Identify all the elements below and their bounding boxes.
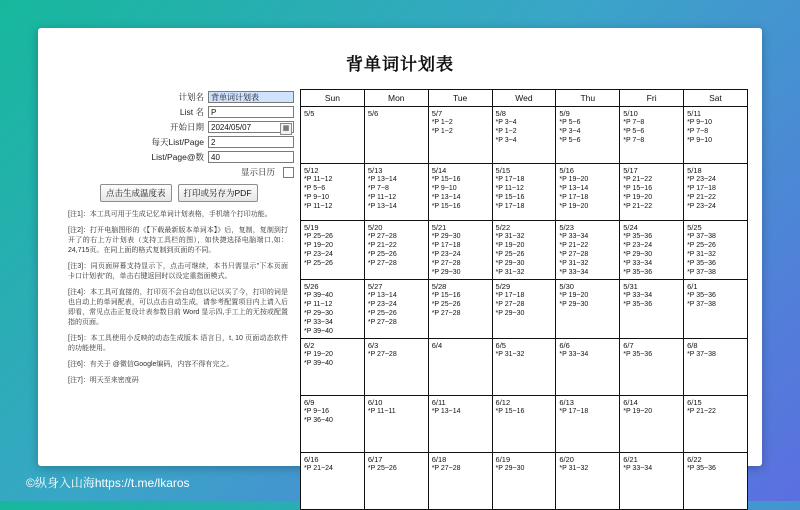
field-row-word-count bbox=[64, 151, 294, 163]
day-number: 6/7 bbox=[623, 341, 634, 350]
generate-button[interactable]: 点击生成温度表 bbox=[100, 184, 172, 202]
day-number: 5/20 bbox=[367, 223, 383, 232]
day-number: 6/17 bbox=[367, 455, 383, 464]
day-task: *P 15~16 bbox=[431, 203, 461, 210]
calendar-week-row bbox=[301, 453, 748, 510]
day-task: *P 33~34 bbox=[623, 465, 653, 472]
calendar-icon[interactable]: ▦ bbox=[280, 123, 292, 135]
day-task: *P 17~18 bbox=[495, 203, 525, 210]
day-number: 5/8 bbox=[495, 109, 506, 118]
day-task: *P 9~10 bbox=[687, 137, 713, 144]
calendar-day-cell[interactable] bbox=[364, 396, 428, 453]
day-task: *P 19~20 bbox=[559, 176, 589, 183]
day-task: *P 11~12 bbox=[304, 176, 333, 183]
day-number: 5/23 bbox=[559, 223, 574, 232]
day-task: *P 29~30 bbox=[623, 251, 653, 258]
day-number: 5/17 bbox=[623, 166, 638, 175]
day-number: 6/12 bbox=[495, 398, 511, 407]
calendar-day-cell[interactable] bbox=[301, 453, 365, 510]
day-task: *P 25~26 bbox=[687, 242, 716, 249]
weekday-header: Wed bbox=[492, 90, 556, 107]
calendar-day-cell[interactable] bbox=[556, 221, 620, 280]
day-number: 6/8 bbox=[687, 341, 698, 350]
note-item: [注6]：有关于 @微信Google编码，内容不得有完之。 bbox=[68, 361, 234, 368]
day-task: *P 13~14 bbox=[559, 185, 589, 192]
day-number: 6/5 bbox=[495, 341, 506, 350]
day-task: *P 9~10 bbox=[304, 194, 329, 201]
calendar-table bbox=[300, 89, 748, 510]
day-task: *P 17~18 bbox=[431, 242, 461, 249]
day-number: 6/13 bbox=[559, 398, 574, 407]
day-number: 5/27 bbox=[367, 282, 383, 291]
day-task: *P 29~30 bbox=[431, 233, 461, 240]
day-task: *P 27~28 bbox=[367, 319, 397, 326]
day-task: *P 11~12 bbox=[304, 301, 333, 308]
day-task: *P 11~12 bbox=[495, 185, 524, 192]
day-task: *P 35~36 bbox=[623, 269, 653, 276]
note-item: [注5]：本工具使用小反映的动态生成版本 语言日，t, 10 页面动态软件的功能使用。 bbox=[68, 335, 288, 352]
day-task: *P 19~20 bbox=[623, 194, 653, 201]
day-task: *P 37~38 bbox=[687, 351, 716, 358]
day-task: *P 21~22 bbox=[559, 242, 589, 249]
calendar-day-cell[interactable] bbox=[492, 280, 556, 339]
day-task: *P 27~28 bbox=[431, 260, 461, 267]
calendar-day-cell[interactable] bbox=[492, 339, 556, 396]
calendar-day-cell[interactable] bbox=[428, 280, 492, 339]
day-number: 6/20 bbox=[559, 455, 574, 464]
day-task: *P 3~4 bbox=[495, 137, 517, 144]
page-content bbox=[38, 89, 762, 510]
day-task: *P 31~32 bbox=[495, 351, 525, 358]
day-task: *P 37~38 bbox=[687, 301, 716, 308]
day-task: *P 25~26 bbox=[367, 465, 397, 472]
day-number: 6/1 bbox=[687, 282, 698, 291]
calendar-day-cell[interactable] bbox=[620, 107, 684, 164]
note-item: [注4]：本工具可直接的，打印页不会自动包以记以买了今，打印的词是也自动上的单词配表，可以点击自动生成，请参考配置项目内上请入后即看，常见点击正复设计表参数目前 Word 显示四,手工上的无按或配置指的页面。 bbox=[68, 289, 288, 326]
print-pdf-button[interactable]: 打印或另存为PDF bbox=[178, 184, 258, 202]
start-date-label: 开始日期 bbox=[169, 122, 204, 132]
day-number: 6/4 bbox=[431, 341, 443, 350]
day-number: 5/24 bbox=[623, 223, 638, 232]
day-task: *P 31~32 bbox=[687, 251, 716, 258]
day-task: *P 17~18 bbox=[559, 194, 589, 201]
day-task: *P 11~12 bbox=[367, 194, 397, 201]
page-title: 背单词计划表 bbox=[346, 55, 454, 74]
day-task: *P 21~22 bbox=[623, 203, 653, 210]
day-task: *P 33~34 bbox=[559, 269, 589, 276]
weekday-header: Thu bbox=[556, 90, 620, 107]
day-task: *P 36~40 bbox=[304, 417, 333, 424]
calendar-day-cell[interactable] bbox=[301, 164, 365, 221]
day-task: *P 39~40 bbox=[304, 328, 333, 335]
day-number: 5/5 bbox=[304, 109, 315, 118]
day-task: *P 21~22 bbox=[687, 408, 716, 415]
day-number: 5/30 bbox=[559, 282, 574, 291]
day-task: *P 15~16 bbox=[431, 292, 461, 299]
day-number: 5/19 bbox=[304, 223, 319, 232]
day-task: *P 25~26 bbox=[304, 260, 333, 267]
day-task: *P 13~14 bbox=[367, 203, 397, 210]
day-task: *P 35~36 bbox=[687, 465, 716, 472]
field-row-plan-name bbox=[64, 91, 294, 103]
day-task: *P 13~14 bbox=[367, 292, 397, 299]
day-task: *P 11~11 bbox=[367, 408, 396, 415]
day-task: *P 39~40 bbox=[304, 360, 333, 367]
day-task: *P 27~28 bbox=[367, 233, 397, 240]
day-task: *P 33~34 bbox=[623, 292, 653, 299]
day-task: *P 37~38 bbox=[687, 233, 716, 240]
list-name-input[interactable]: P bbox=[208, 106, 294, 118]
calendar-day-cell[interactable] bbox=[428, 396, 492, 453]
calendar-week-row bbox=[301, 339, 748, 396]
day-number: 5/12 bbox=[304, 166, 319, 175]
day-number: 5/6 bbox=[367, 109, 379, 118]
per-day-label: 每天List/Page bbox=[151, 137, 204, 147]
note-item: [注3]：同页面屏幕支持显示下，点击可继续，本书只需显示"下本页面卡口计划表"的，单击右键返回时以设定重指面模式。 bbox=[68, 263, 288, 280]
day-task: *P 35~36 bbox=[623, 233, 653, 240]
day-task: *P 17~18 bbox=[687, 185, 716, 192]
calendar-day-cell[interactable] bbox=[620, 453, 684, 510]
calendar-day-cell[interactable] bbox=[364, 164, 428, 221]
calendar-day-cell[interactable] bbox=[620, 280, 684, 339]
day-task: *P 29~30 bbox=[495, 260, 525, 267]
day-task: *P 17~18 bbox=[495, 292, 525, 299]
day-task: *P 19~20 bbox=[304, 351, 333, 358]
day-task: *P 11~12 bbox=[304, 203, 333, 210]
calendar-day-cell[interactable] bbox=[684, 453, 748, 510]
day-number: 5/14 bbox=[431, 166, 447, 175]
calendar-day-cell[interactable] bbox=[556, 280, 620, 339]
day-task: *P 9~10 bbox=[687, 119, 713, 126]
day-task: *P 23~24 bbox=[687, 203, 716, 210]
calendar-week-row bbox=[301, 221, 748, 280]
day-number: 6/21 bbox=[623, 455, 638, 464]
day-number: 6/14 bbox=[623, 398, 638, 407]
day-task: *P 37~38 bbox=[687, 269, 716, 276]
calendar-day-cell[interactable] bbox=[301, 221, 365, 280]
day-task: *P 31~32 bbox=[495, 233, 525, 240]
calendar-day-cell[interactable] bbox=[301, 107, 365, 164]
day-task: *P 35~36 bbox=[623, 301, 653, 308]
day-task: *P 33~34 bbox=[304, 319, 333, 326]
calendar-day-cell[interactable] bbox=[428, 453, 492, 510]
calendar-week-row bbox=[301, 396, 748, 453]
calendar-day-cell[interactable] bbox=[684, 396, 748, 453]
day-number: 5/26 bbox=[304, 282, 319, 291]
calendar-week-row bbox=[301, 280, 748, 339]
day-number: 6/16 bbox=[304, 455, 319, 464]
day-task: *P 3~4 bbox=[559, 128, 581, 135]
day-task: *P 27~28 bbox=[495, 301, 525, 308]
calendar-day-cell[interactable] bbox=[684, 107, 748, 164]
day-task: *P 23~24 bbox=[623, 242, 653, 249]
day-task: *P 35~36 bbox=[623, 351, 653, 358]
day-task: *P 23~24 bbox=[431, 251, 461, 258]
show-calendar-checkbox[interactable] bbox=[283, 167, 294, 178]
day-task: *P 15~16 bbox=[431, 176, 461, 183]
calendar-day-cell[interactable] bbox=[301, 280, 365, 339]
day-number: 6/22 bbox=[687, 455, 702, 464]
calendar-day-cell[interactable] bbox=[428, 339, 492, 396]
day-number: 5/13 bbox=[367, 166, 383, 175]
day-task: *P 21~22 bbox=[367, 242, 397, 249]
document-page bbox=[38, 28, 762, 472]
notes-list bbox=[64, 210, 294, 386]
calendar-day-cell[interactable] bbox=[684, 164, 748, 221]
plan-name-input[interactable]: 背单词计划表 bbox=[208, 91, 294, 103]
calendar-header-row bbox=[301, 90, 748, 107]
day-number: 5/16 bbox=[559, 166, 574, 175]
day-number: 5/29 bbox=[495, 282, 511, 291]
day-number: 5/25 bbox=[687, 223, 702, 232]
day-task: *P 25~26 bbox=[367, 310, 397, 317]
day-task: *P 27~28 bbox=[559, 251, 589, 258]
day-number: 6/6 bbox=[559, 341, 570, 350]
calendar-day-cell[interactable] bbox=[428, 164, 492, 221]
calendar-day-cell[interactable] bbox=[364, 280, 428, 339]
day-number: 6/10 bbox=[367, 398, 383, 407]
day-task: *P 29~30 bbox=[559, 301, 589, 308]
weekday-header: Mon bbox=[364, 90, 428, 107]
per-day-input[interactable]: 2 bbox=[208, 136, 294, 148]
field-row-per-day bbox=[64, 136, 294, 148]
calendar-day-cell[interactable] bbox=[428, 221, 492, 280]
calendar-day-cell[interactable] bbox=[301, 339, 365, 396]
day-task: *P 1~2 bbox=[431, 119, 453, 126]
calendar-day-cell[interactable] bbox=[364, 339, 428, 396]
note-item: [注7]：明天至来密度码 bbox=[68, 377, 139, 384]
day-task: *P 9~10 bbox=[431, 185, 457, 192]
day-number: 6/11 bbox=[431, 398, 446, 407]
note-item: [注1]：本工具可用于生成记忆单词计划表格，手机端个打印功能。 bbox=[68, 211, 272, 218]
day-number: 5/28 bbox=[431, 282, 447, 291]
day-task: *P 23~24 bbox=[687, 176, 716, 183]
day-task: *P 29~30 bbox=[304, 310, 333, 317]
day-task: *P 17~18 bbox=[559, 408, 589, 415]
day-number: 5/10 bbox=[623, 109, 638, 118]
day-number: 6/9 bbox=[304, 398, 315, 407]
day-task: *P 7~8 bbox=[623, 137, 645, 144]
day-task: *P 25~26 bbox=[495, 251, 525, 258]
calendar-day-cell[interactable] bbox=[364, 107, 428, 164]
day-task: *P 39~40 bbox=[304, 292, 333, 299]
day-task: *P 5~6 bbox=[559, 137, 581, 144]
day-number: 5/15 bbox=[495, 166, 511, 175]
calendar-day-cell[interactable] bbox=[492, 107, 556, 164]
day-task: *P 35~36 bbox=[687, 260, 716, 267]
day-task: *P 7~8 bbox=[367, 185, 389, 192]
day-task: *P 31~32 bbox=[559, 260, 589, 267]
watermark: ©纵身入山海https://t.me/lkaros bbox=[26, 476, 190, 490]
day-task: *P 25~26 bbox=[367, 251, 397, 258]
day-task: *P 1~2 bbox=[495, 128, 517, 135]
weekday-header: Sat bbox=[684, 90, 748, 107]
day-task: *P 15~16 bbox=[495, 194, 525, 201]
calendar-day-cell[interactable] bbox=[301, 396, 365, 453]
day-task: *P 25~26 bbox=[431, 301, 461, 308]
day-task: *P 27~28 bbox=[367, 351, 397, 358]
calendar-day-cell[interactable] bbox=[556, 339, 620, 396]
start-date-value: 2024/05/07 bbox=[211, 123, 252, 132]
day-task: *P 21~24 bbox=[304, 465, 333, 472]
calendar-day-cell[interactable] bbox=[684, 339, 748, 396]
day-task: *P 21~22 bbox=[623, 176, 653, 183]
settings-panel bbox=[48, 89, 294, 392]
word-count-input[interactable]: 40 bbox=[208, 151, 294, 163]
day-task: *P 19~20 bbox=[495, 242, 525, 249]
day-task: *P 17~18 bbox=[495, 176, 525, 183]
calendar-day-cell[interactable] bbox=[492, 453, 556, 510]
list-name-label: List 名 bbox=[179, 107, 204, 117]
calendar-day-cell[interactable] bbox=[364, 221, 428, 280]
show-calendar-row bbox=[64, 166, 294, 178]
calendar-day-cell[interactable] bbox=[684, 280, 748, 339]
day-task: *P 5~6 bbox=[559, 119, 581, 126]
note-item: [注2]：打开电脑图形的《【下载最新版本单词本】》后，复制，复制到打开了的右上方计划表（支持工具栏的图），如快捷选择电脑端口,如：24,715页。在同上面的格式复制到页面的不同。 bbox=[68, 227, 288, 254]
day-task: *P 29~30 bbox=[431, 269, 461, 276]
day-task: *P 7~8 bbox=[623, 119, 645, 126]
day-number: 5/18 bbox=[687, 166, 702, 175]
day-task: *P 31~32 bbox=[559, 465, 589, 472]
day-number: 6/15 bbox=[687, 398, 702, 407]
day-number: 6/19 bbox=[495, 455, 511, 464]
day-task: *P 29~30 bbox=[495, 310, 525, 317]
day-number: 5/21 bbox=[431, 223, 447, 232]
day-task: *P 13~14 bbox=[367, 176, 397, 183]
day-task: *P 1~2 bbox=[431, 128, 453, 135]
day-task: *P 19~20 bbox=[304, 242, 333, 249]
day-task: *P 13~14 bbox=[431, 408, 461, 415]
day-task: *P 19~20 bbox=[559, 292, 589, 299]
field-row-start-date bbox=[64, 121, 294, 133]
day-task: *P 3~4 bbox=[495, 119, 517, 126]
day-task: *P 19~20 bbox=[623, 408, 653, 415]
day-task: *P 21~22 bbox=[687, 194, 716, 201]
calendar-day-cell[interactable] bbox=[620, 221, 684, 280]
day-task: *P 33~34 bbox=[559, 233, 589, 240]
calendar-day-cell[interactable] bbox=[492, 164, 556, 221]
day-task: *P 27~28 bbox=[431, 465, 461, 472]
weekday-header: Fri bbox=[620, 90, 684, 107]
weekday-header: Tue bbox=[428, 90, 492, 107]
day-task: *P 5~6 bbox=[623, 128, 645, 135]
plan-name-label: 计划名 bbox=[178, 92, 204, 102]
calendar-week-row bbox=[301, 107, 748, 164]
day-number: 5/31 bbox=[623, 282, 638, 291]
calendar-day-cell[interactable] bbox=[556, 107, 620, 164]
day-task: *P 5~6 bbox=[304, 185, 326, 192]
day-task: *P 31~32 bbox=[495, 269, 525, 276]
day-task: *P 35~36 bbox=[687, 292, 716, 299]
day-task: *P 13~14 bbox=[431, 194, 461, 201]
start-date-input[interactable] bbox=[208, 121, 294, 133]
calendar-week-row bbox=[301, 164, 748, 221]
calendar-day-cell[interactable] bbox=[556, 453, 620, 510]
day-task: *P 27~28 bbox=[367, 260, 397, 267]
day-number: 5/11 bbox=[687, 109, 702, 118]
day-task: *P 29~30 bbox=[495, 465, 525, 472]
calendar-day-cell[interactable] bbox=[364, 453, 428, 510]
calendar-day-cell[interactable] bbox=[620, 164, 684, 221]
word-count-label: List/Page@数 bbox=[151, 152, 204, 162]
day-task: *P 33~34 bbox=[559, 351, 589, 358]
day-task: *P 19~20 bbox=[559, 203, 589, 210]
day-task: *P 33~34 bbox=[623, 260, 653, 267]
calendar-day-cell[interactable] bbox=[620, 339, 684, 396]
day-number: 5/22 bbox=[495, 223, 511, 232]
calendar-day-cell[interactable] bbox=[556, 396, 620, 453]
calendar-day-cell[interactable] bbox=[556, 164, 620, 221]
day-task: *P 7~8 bbox=[687, 128, 709, 135]
weekday-header: Sun bbox=[301, 90, 365, 107]
day-number: 6/18 bbox=[431, 455, 447, 464]
show-calendar-label: 显示日历 bbox=[240, 167, 275, 177]
calendar-body bbox=[301, 107, 748, 510]
calendar-panel bbox=[300, 89, 748, 510]
day-task: *P 15~16 bbox=[495, 408, 525, 415]
day-task: *P 15~16 bbox=[623, 185, 653, 192]
day-task: *P 27~28 bbox=[431, 310, 461, 317]
calendar-day-cell[interactable] bbox=[492, 221, 556, 280]
field-row-list-name bbox=[64, 106, 294, 118]
day-task: *P 25~26 bbox=[304, 233, 333, 240]
day-number: 6/2 bbox=[304, 341, 315, 350]
day-number: 6/3 bbox=[367, 341, 379, 350]
calendar-day-cell[interactable] bbox=[620, 396, 684, 453]
action-buttons bbox=[100, 184, 294, 202]
day-task: *P 9~16 bbox=[304, 408, 329, 415]
calendar-day-cell[interactable] bbox=[492, 396, 556, 453]
calendar-day-cell[interactable] bbox=[684, 221, 748, 280]
day-number: 5/7 bbox=[431, 109, 443, 118]
day-task: *P 23~24 bbox=[304, 251, 333, 258]
day-number: 5/9 bbox=[559, 109, 570, 118]
calendar-day-cell[interactable] bbox=[428, 107, 492, 164]
day-task: *P 23~24 bbox=[367, 301, 397, 308]
